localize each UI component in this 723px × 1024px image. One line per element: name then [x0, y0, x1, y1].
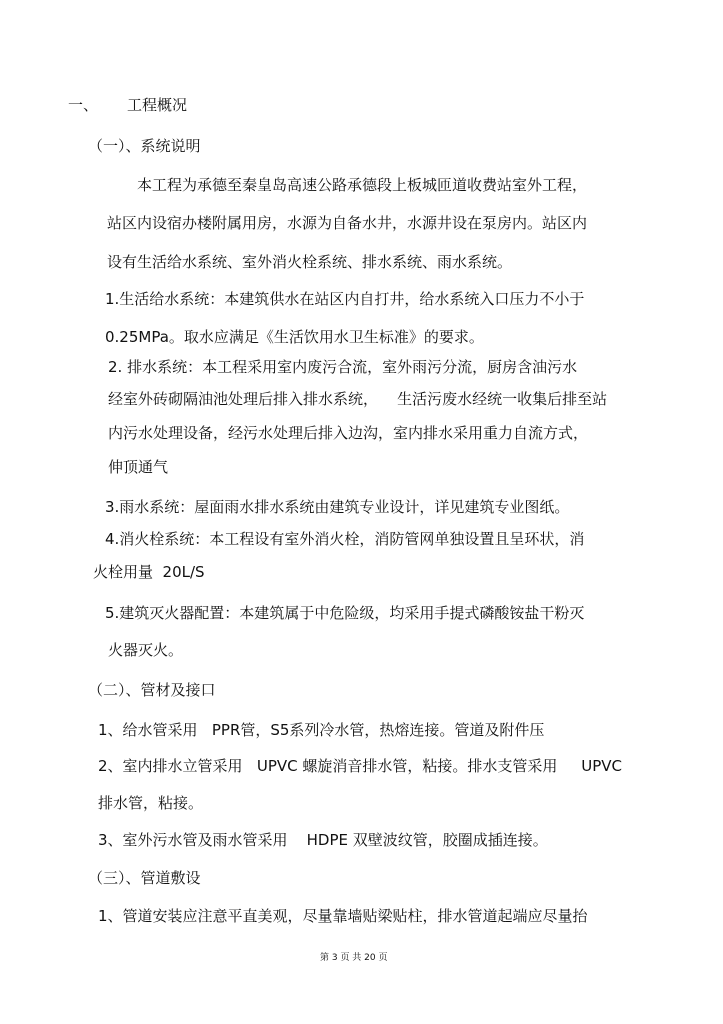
body-line: 5.建筑灭火器配置：本建筑属于中危险级，均采用手提式磷酸铵盐干粉灭 [105, 604, 585, 622]
section-title: 工程概况 [127, 96, 188, 114]
body-line: 0.25MPa。取水应满足《生活饮用水卫生标准》的要求。 [105, 328, 484, 346]
body-line: 2、室内排水立管采用 UPVC 螺旋消音排水管，粘接。排水支管采用 UPVC [98, 757, 622, 775]
body-line: 站区内设宿办楼附属用房，水源为自备水井，水源井设在泵房内。站区内 [107, 214, 588, 232]
subsection-heading-3: （三）、管道敷设 [88, 869, 201, 887]
subsection-heading-1: （一）、系统说明 [88, 137, 201, 155]
body-line: 3.雨水系统：屋面雨水排水系统由建筑专业设计，详见建筑专业图纸。 [105, 498, 570, 516]
body-line: 排水管，粘接。 [98, 794, 204, 812]
subsection-heading-2: （二）、管材及接口 [88, 681, 216, 699]
body-line: 火器灭火。 [108, 641, 184, 659]
body-line: 本工程为承德至秦皇岛高速公路承德段上板城匝道收费站室外工程， [137, 176, 588, 194]
body-line: 设有生活给水系统、室外消火栓系统、排水系统、雨水系统。 [107, 253, 513, 271]
body-line: 3、室外污水管及雨水管采用 HDPE 双壁波纹管，胶圈成插连接。 [98, 831, 548, 849]
body-line: 1、给水管采用 PPR管，S5系列冷水管，热熔连接。管道及附件压 [98, 721, 545, 739]
page-number-footer: 第 3 页 共 20 页 [320, 953, 388, 963]
body-line: 经室外砖砌隔油池处理后排入排水系统， 生活污废水经统一收集后排至站 [108, 390, 608, 408]
body-line: 1.生活给水系统：本建筑供水在站区内自打井，给水系统入口压力不小于 [105, 290, 585, 308]
body-line: 伸顶通气 [108, 458, 169, 476]
body-line: 1、管道安装应注意平直美观，尽量靠墙贴梁贴柱，排水管道起端应尽量抬 [98, 907, 588, 925]
body-line: 2. 排水系统：本工程采用室内废污合流，室外雨污分流，厨房含油污水 [108, 358, 578, 376]
section-number: 一、 [68, 96, 99, 114]
body-line: 火栓用量 20L/S [93, 563, 205, 581]
body-line: 4.消火栓系统：本工程设有室外消火栓，消防管网单独设置且呈环状，消 [105, 530, 585, 548]
body-line: 内污水处理设备，经污水处理后排入边沟，室内排水采用重力自流方式， [108, 424, 589, 442]
